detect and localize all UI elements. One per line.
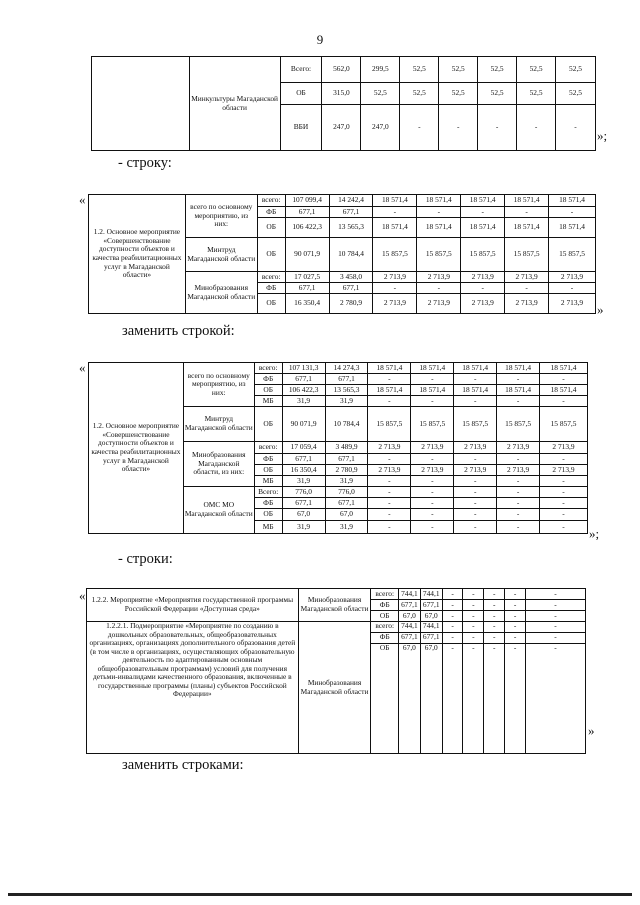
funding-source-cell: ОБ (257, 238, 285, 272)
table-old-row-1-2 (88, 194, 596, 314)
table-row (87, 622, 586, 633)
value-cell: 18 571,4 (411, 363, 454, 374)
value-cell: - (454, 396, 497, 407)
value-cell: - (497, 521, 540, 534)
value-cell: - (454, 498, 497, 509)
value-cell: - (526, 633, 586, 644)
value-cell: 677,1 (282, 454, 325, 465)
value-cell: - (526, 589, 586, 600)
value-cell: - (517, 105, 556, 151)
value-cell: 2 713,9 (505, 294, 549, 314)
table-old-rows-1-2-2 (86, 588, 586, 754)
value-cell: 677,1 (282, 374, 325, 385)
value-cell: - (497, 454, 540, 465)
table1-close-quote: »; (597, 128, 608, 143)
submeasure-name-cell: 1.2.2.1. Подмероприятие «Мероприятие по созданию в дошкольных образовательных, общеобразовательных организациях, организациях дополнительного образования детей (в том числе в организациях, осуществляющих образовательную деятельность по адаптированным основным общеобразовательным программам) условий для получения детьми-инвалидами качественного образования, включенные в государственные программы (планы) субъектов Российской Федерации» (87, 622, 299, 754)
value-cell: 18 571,4 (540, 363, 588, 374)
value-cell: - (442, 622, 463, 633)
value-cell: - (478, 105, 517, 151)
value-cell: - (368, 454, 411, 465)
value-cell: 14 274,3 (325, 363, 368, 374)
value-cell: - (368, 487, 411, 498)
value-cell: 677,1 (285, 207, 329, 218)
funding-source-cell: ОБ (280, 83, 322, 105)
value-cell: - (463, 611, 484, 622)
value-cell: 18 571,4 (461, 195, 505, 207)
table3-open-quote: « (79, 360, 86, 375)
funding-source-cell: всего: (371, 589, 399, 600)
value-cell: 107 099,4 (285, 195, 329, 207)
value-cell: - (497, 396, 540, 407)
executor-cell: ОМС МО Магаданской области (183, 487, 254, 534)
value-cell: - (368, 521, 411, 534)
value-cell: 15 857,5 (411, 407, 454, 442)
value-cell: - (526, 622, 586, 633)
funding-source-cell: МБ (254, 476, 282, 487)
value-cell: 677,1 (329, 207, 373, 218)
funding-source-cell: ФБ (257, 283, 285, 294)
value-cell: - (400, 105, 439, 151)
value-cell: - (454, 521, 497, 534)
funding-source-cell: ОБ (257, 294, 285, 314)
value-cell: 67,0 (420, 644, 442, 754)
value-cell: 744,1 (398, 622, 420, 633)
executor-cell: Минтруд Магаданской области (183, 407, 254, 442)
value-cell: - (411, 509, 454, 521)
value-cell: 677,1 (282, 498, 325, 509)
value-cell: - (411, 454, 454, 465)
funding-source-cell: Всего: (254, 487, 282, 498)
value-cell: 52,5 (400, 57, 439, 83)
paragraph-zamenit-strokami: заменить строками: (122, 757, 244, 773)
value-cell: 18 571,4 (411, 385, 454, 396)
value-cell: - (373, 207, 417, 218)
value-cell: - (442, 611, 463, 622)
value-cell: - (368, 498, 411, 509)
value-cell: 14 242,4 (329, 195, 373, 207)
funding-source-cell: ФБ (257, 207, 285, 218)
value-cell: - (497, 374, 540, 385)
value-cell: 31,9 (282, 476, 325, 487)
value-cell: 90 071,9 (282, 407, 325, 442)
funding-source-cell: всего: (257, 195, 285, 207)
funding-source-cell: МБ (254, 521, 282, 534)
value-cell: - (411, 498, 454, 509)
table3-close-quote: »; (589, 526, 600, 541)
value-cell: - (540, 476, 588, 487)
value-cell: 10 784,4 (329, 238, 373, 272)
value-cell: 2 713,9 (497, 442, 540, 454)
value-cell: - (526, 600, 586, 611)
value-cell: - (526, 611, 586, 622)
value-cell: 18 571,4 (454, 385, 497, 396)
funding-source-cell: ВБИ (280, 105, 322, 151)
value-cell: - (454, 454, 497, 465)
value-cell: 15 857,5 (373, 238, 417, 272)
table-row (89, 363, 588, 374)
value-cell: 677,1 (325, 498, 368, 509)
funding-source-cell: ФБ (371, 600, 399, 611)
value-cell: 677,1 (325, 374, 368, 385)
value-cell: 18 571,4 (454, 363, 497, 374)
value-cell: - (411, 476, 454, 487)
value-cell: 15 857,5 (461, 238, 505, 272)
value-cell: - (411, 374, 454, 385)
value-cell: 2 713,9 (411, 465, 454, 476)
value-cell: 744,1 (420, 589, 442, 600)
value-cell: - (463, 633, 484, 644)
value-cell: 18 571,4 (417, 218, 461, 238)
value-cell: - (484, 633, 505, 644)
value-cell: - (540, 454, 588, 465)
value-cell: - (526, 644, 586, 754)
value-cell: - (439, 105, 478, 151)
value-cell: - (411, 487, 454, 498)
value-cell: - (505, 644, 526, 754)
value-cell: 15 857,5 (497, 407, 540, 442)
value-cell: - (505, 611, 526, 622)
value-cell: 2 713,9 (417, 294, 461, 314)
table4-open-quote: « (79, 588, 86, 603)
value-cell: - (540, 521, 588, 534)
value-cell: 18 571,4 (368, 363, 411, 374)
value-cell: 18 571,4 (368, 385, 411, 396)
value-cell: - (442, 600, 463, 611)
value-cell: 744,1 (420, 622, 442, 633)
executor-cell: Минобразования Магаданской области (298, 622, 371, 754)
value-cell: 18 571,4 (497, 363, 540, 374)
value-cell: 18 571,4 (373, 218, 417, 238)
value-cell: 17 059,4 (282, 442, 325, 454)
executor-cell: Минобразования Магаданской области (185, 272, 257, 314)
value-cell: 2 780,9 (329, 294, 373, 314)
value-cell: - (497, 498, 540, 509)
funding-source-cell: МБ (254, 396, 282, 407)
funding-source-cell: ОБ (254, 465, 282, 476)
value-cell: 3 458,0 (329, 272, 373, 283)
value-cell: - (442, 633, 463, 644)
value-cell: - (484, 589, 505, 600)
value-cell: 2 780,9 (325, 465, 368, 476)
value-cell: 15 857,5 (505, 238, 549, 272)
table2-open-quote: « (79, 192, 86, 207)
value-cell: 677,1 (420, 633, 442, 644)
funding-source-cell: всего: (254, 363, 282, 374)
value-cell: - (463, 589, 484, 600)
funding-source-cell: ОБ (254, 407, 282, 442)
value-cell: - (463, 622, 484, 633)
executor-cell: Минтруд Магаданской области (185, 238, 257, 272)
value-cell: - (540, 396, 588, 407)
value-cell: - (505, 589, 526, 600)
funding-source-cell: ОБ (371, 611, 399, 622)
value-cell: 677,1 (285, 283, 329, 294)
value-cell: 15 857,5 (549, 238, 596, 272)
value-cell: 776,0 (325, 487, 368, 498)
value-cell: 315,0 (322, 83, 361, 105)
executor-cell: Минобразования Магаданской области, из них: (183, 442, 254, 487)
value-cell: 13 565,3 (329, 218, 373, 238)
value-cell: 67,0 (282, 509, 325, 521)
value-cell: 2 713,9 (497, 465, 540, 476)
executor-cell: всего по основному мероприятию, из них: (185, 195, 257, 238)
value-cell: - (505, 283, 549, 294)
value-cell: 107 131,3 (282, 363, 325, 374)
table-new-row-1-2 (88, 362, 588, 534)
measure-name-cell: 1.2. Основное мероприятие «Совершенствование доступности объектов и качества реабилитационных услуг в Магаданской области» (89, 195, 186, 314)
value-cell: 2 713,9 (454, 442, 497, 454)
value-cell: - (454, 509, 497, 521)
value-cell: - (540, 509, 588, 521)
value-cell: - (484, 600, 505, 611)
value-cell: 677,1 (329, 283, 373, 294)
value-cell: 67,0 (398, 611, 420, 622)
measure-name-cell: 1.2.2. Мероприятие «Мероприятия государственной программы Российской Федерации «Доступная среда» (87, 589, 299, 622)
value-cell: - (540, 487, 588, 498)
value-cell: 2 713,9 (461, 272, 505, 283)
value-cell: 67,0 (420, 611, 442, 622)
funding-source-cell: всего: (371, 622, 399, 633)
value-cell: 247,0 (322, 105, 361, 151)
value-cell: 677,1 (325, 454, 368, 465)
value-cell: - (417, 207, 461, 218)
value-cell: 52,5 (400, 83, 439, 105)
value-cell: 18 571,4 (505, 195, 549, 207)
value-cell: - (454, 476, 497, 487)
value-cell: - (368, 509, 411, 521)
value-cell: 17 027,5 (285, 272, 329, 283)
value-cell: 15 857,5 (454, 407, 497, 442)
value-cell: - (484, 611, 505, 622)
value-cell: 52,5 (517, 57, 556, 83)
funding-source-cell: всего: (257, 272, 285, 283)
funding-source-cell: ОБ (371, 644, 399, 754)
page-bottom-edge (8, 893, 632, 896)
value-cell: 3 489,9 (325, 442, 368, 454)
executor-cell: Минобразования Магаданской области (298, 589, 371, 622)
value-cell: - (411, 521, 454, 534)
value-cell: - (497, 476, 540, 487)
value-cell: 18 571,4 (497, 385, 540, 396)
value-cell: - (484, 622, 505, 633)
value-cell: 106 422,3 (285, 218, 329, 238)
funding-source-cell: ФБ (371, 633, 399, 644)
value-cell: - (417, 283, 461, 294)
value-cell: 677,1 (398, 633, 420, 644)
value-cell: 31,9 (282, 396, 325, 407)
value-cell: 67,0 (325, 509, 368, 521)
value-cell: 2 713,9 (454, 465, 497, 476)
funding-source-cell: ОБ (254, 509, 282, 521)
value-cell: 18 571,4 (549, 195, 596, 207)
value-cell: 10 784,4 (325, 407, 368, 442)
value-cell: 52,5 (478, 83, 517, 105)
value-cell: 2 713,9 (411, 442, 454, 454)
value-cell: - (505, 622, 526, 633)
measure-name-cell: 1.2. Основное мероприятие «Совершенствование доступности объектов и качества реабилитационных услуг в Магаданской области» (89, 363, 184, 534)
value-cell: 52,5 (439, 83, 478, 105)
value-cell: 67,0 (398, 644, 420, 754)
value-cell: 13 565,3 (325, 385, 368, 396)
funding-source-cell: ФБ (254, 374, 282, 385)
funding-source-cell: ОБ (254, 385, 282, 396)
value-cell: - (497, 509, 540, 521)
funding-source-cell: ФБ (254, 498, 282, 509)
value-cell: 52,5 (556, 83, 596, 105)
value-cell: - (505, 600, 526, 611)
value-cell: - (505, 633, 526, 644)
funding-source-cell: Всего: (280, 57, 322, 83)
value-cell: 2 713,9 (368, 465, 411, 476)
table-row (87, 589, 586, 600)
paragraph-stroku: - строку: (118, 155, 172, 171)
value-cell: - (497, 487, 540, 498)
value-cell: 16 350,4 (285, 294, 329, 314)
value-cell: - (484, 644, 505, 754)
funding-source-cell: ФБ (254, 454, 282, 465)
value-cell: 2 713,9 (417, 272, 461, 283)
value-cell: - (442, 644, 463, 754)
value-cell: 16 350,4 (282, 465, 325, 476)
value-cell: 776,0 (282, 487, 325, 498)
value-cell: - (556, 105, 596, 151)
value-cell: 677,1 (420, 600, 442, 611)
paragraph-zamenit-strokoi: заменить строкой: (122, 323, 235, 339)
value-cell: 247,0 (361, 105, 400, 151)
value-cell: 2 713,9 (368, 442, 411, 454)
value-cell: - (454, 374, 497, 385)
value-cell: - (368, 396, 411, 407)
table2-close-quote: » (597, 302, 604, 317)
value-cell: 2 713,9 (461, 294, 505, 314)
value-cell: 18 571,4 (540, 385, 588, 396)
value-cell: - (505, 207, 549, 218)
value-cell: 15 857,5 (540, 407, 588, 442)
executor-cell: всего по основному мероприятию, из них: (183, 363, 254, 407)
value-cell: 15 857,5 (417, 238, 461, 272)
value-cell: - (373, 283, 417, 294)
value-cell: 52,5 (556, 57, 596, 83)
value-cell: 31,9 (325, 476, 368, 487)
value-cell: 677,1 (398, 600, 420, 611)
value-cell: 31,9 (282, 521, 325, 534)
table-row (89, 195, 596, 207)
value-cell: 2 713,9 (549, 294, 596, 314)
value-cell: 2 713,9 (549, 272, 596, 283)
executor-cell: Минкультуры Магаданской области (189, 57, 280, 151)
value-cell: 744,1 (398, 589, 420, 600)
value-cell: - (368, 374, 411, 385)
value-cell: - (540, 498, 588, 509)
blank-cell (92, 57, 190, 151)
value-cell: - (411, 396, 454, 407)
value-cell: 52,5 (361, 83, 400, 105)
value-cell: 2 713,9 (540, 465, 588, 476)
page-number: 9 (316, 32, 324, 47)
value-cell: 31,9 (325, 521, 368, 534)
value-cell: 18 571,4 (505, 218, 549, 238)
value-cell: - (454, 487, 497, 498)
value-cell: 562,0 (322, 57, 361, 83)
value-cell: 2 713,9 (373, 272, 417, 283)
value-cell: - (461, 207, 505, 218)
funding-source-cell: всего: (254, 442, 282, 454)
table-row (92, 57, 596, 83)
value-cell: 2 713,9 (373, 294, 417, 314)
value-cell: - (461, 283, 505, 294)
table-minkultury (91, 56, 596, 151)
value-cell: 18 571,4 (417, 195, 461, 207)
value-cell: 90 071,9 (285, 238, 329, 272)
value-cell: 52,5 (517, 83, 556, 105)
funding-source-cell: ОБ (257, 218, 285, 238)
table4-close-quote: » (588, 723, 595, 738)
value-cell: 15 857,5 (368, 407, 411, 442)
value-cell: - (368, 476, 411, 487)
value-cell: - (463, 644, 484, 754)
value-cell: 18 571,4 (549, 218, 596, 238)
value-cell: 18 571,4 (373, 195, 417, 207)
value-cell: 52,5 (478, 57, 517, 83)
value-cell: - (549, 283, 596, 294)
value-cell: - (463, 600, 484, 611)
value-cell: 18 571,4 (461, 218, 505, 238)
paragraph-stroki: - строки: (118, 551, 173, 567)
value-cell: 2 713,9 (540, 442, 588, 454)
value-cell: - (540, 374, 588, 385)
value-cell: - (442, 589, 463, 600)
value-cell: 52,5 (439, 57, 478, 83)
value-cell: 299,5 (361, 57, 400, 83)
value-cell: - (549, 207, 596, 218)
value-cell: 31,9 (325, 396, 368, 407)
value-cell: 106 422,3 (282, 385, 325, 396)
value-cell: 2 713,9 (505, 272, 549, 283)
